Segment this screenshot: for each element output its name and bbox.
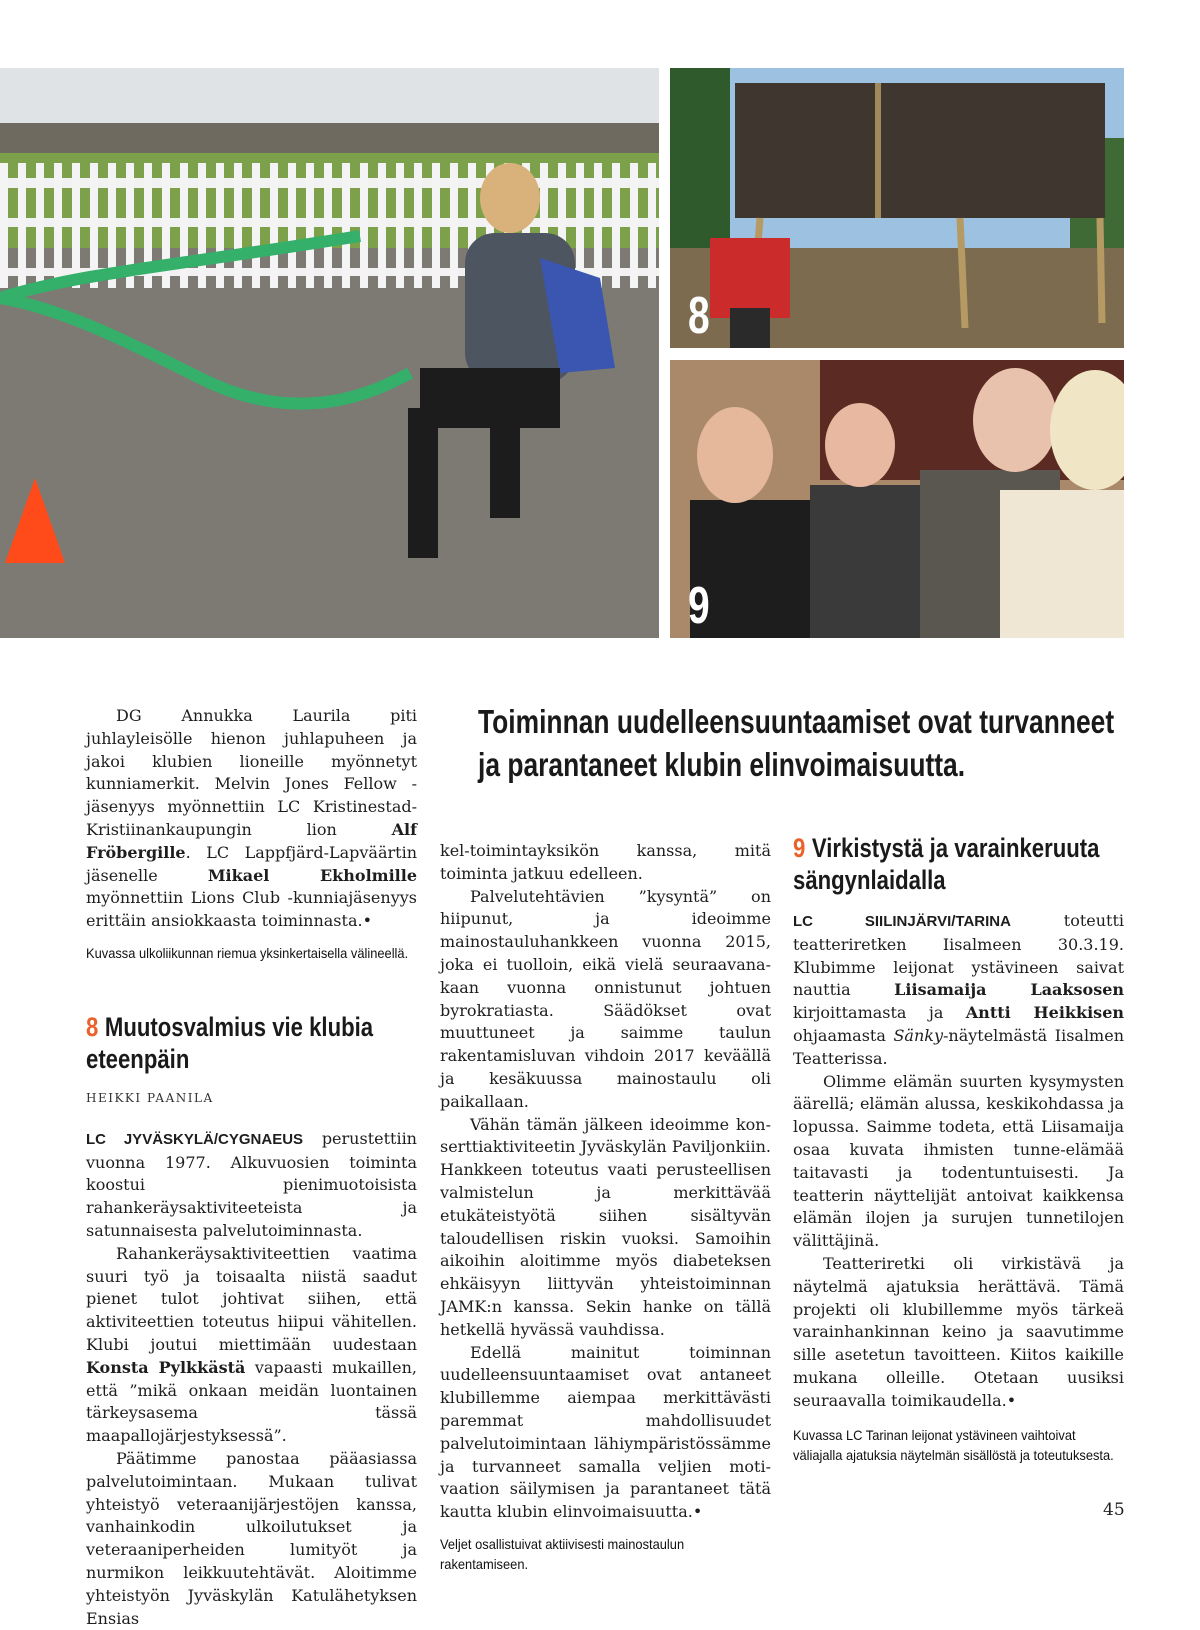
byline: HEIKKI PAANILA: [86, 1090, 214, 1105]
section-8-paragraph: LC JYVÄSKYLÄ/CYGNAEUS perustettiin vuonna 1977. Alkuvuosien toiminta koostui pienimuotoisista rahankeräysaktiviteeteista ja satunnaisesta palvelutoiminnasta.: [86, 1128, 417, 1240]
section-8-paragraph: Rahankeräysaktiviteettien vaatima suuri työ ja toisaalta niistä saadut pienet tulot johtivat siihen, että aktiviteettien toteutus hiipui vähitellen. Klubi joutui miettimään uudestaan Konsta Pylkkästä vapaasti mukaillen, että ”mikä onkaan meidän luontainen tärkeysasema tässä maapallojärjestyksessä”.: [86, 1243, 418, 1446]
section-title: Virkistystä ja varainkeruuta sängynlaidalla: [793, 833, 1100, 895]
club-name: LC JYVÄSKYLÄ/CYGNAEUS: [86, 1130, 304, 1148]
section-8-heading: [86, 1011, 430, 1075]
person-name: Konsta Pylkkästä: [86, 1357, 246, 1377]
section-8-paragraph: Päätimme panostaa pääasiassa palvelutoimintaan. Mukaan tulivat yhteistyö veteraanijärjestöjen kanssa, vanhainkodin ulkoilutukset ja veteraaniperheiden lumityöt ja nurmikon leikkuutehtävät. Aloitimme yhteistyön Jyväskylän Katulähetyksen Ensias: [86, 1448, 417, 1628]
section-8-paragraph: Palvelutehtävien ”kysyntä” on hiipunut, ja ideoimme mainostauluhankkeen vuonna 2015, joka ei tuolloin, eikä vielä seuraavanakaan vuonna onnistunut johtuen byrokratiasta. Säädökset ovat muuttuneet ja saimme taulun rakentamisluvan vihdoin 2017 keväällä ja kesäkuussa mainostaulu oli paikallaan.: [440, 886, 771, 1111]
section-8-paragraph: Edellä mainitut toiminnan uudelleensuuntaamiset ovat antaneet klubillemme aiempaa merkittävästi paremmat mahdollisuudet palvelutoimintaan lähiympäristössämme ja turvanneet samalla veljien motivaation säilymisen ja parantaneet tätä kautta klubin elinvoimaisuutta.•: [440, 1342, 771, 1522]
section-9-paragraph: Olimme elämän suurten kysymysten äärellä; elämän alussa, keskikohdassa ja lopussa. Saimme todeta, että Liisamaija osaa kuvata ihmisten tunne-elämää taitavasti ja todentuntuisesti. Ja teatterin näyttelijät antoivat kaikkensa elämän ilojen ja surujen tunnetilojen välittäjinä.: [793, 1071, 1124, 1251]
pull-quote: [478, 700, 1115, 786]
photo-number-9: 9: [688, 577, 709, 635]
column-1: [86, 705, 417, 1630]
club-name: LC SIILINJÄRVI/TARINA: [793, 913, 1011, 930]
pull-quote-line-1: Toiminnan uudelleensuuntaamiset ovat turvanneet: [478, 703, 1115, 740]
section-8-paragraph: Vähän tämän jälkeen ideoimme konserttiaktiviteetin Jyväskylän Paviljonkiin. Hankkeen toteutus vaati perusteellisen valmistelun ja merkittävää etukäteistyötä siihen sisältyvän taloudellisen riskin vuoksi. Samoihin aikoihin aloitimme myös diabeteksen ehkäisyyn liittyvän yhteistoiminnan JAMK:n kanssa. Sekin hanke on tällä hetkellä hyvässä vauhdissa.: [440, 1114, 771, 1339]
caption-theatre-photo: Kuvassa LC Tarinan leijonat ystävineen vaihtoivat väliajalla ajatuksia näytelmän sisällöstä ja toteutuksesta.: [793, 1426, 1114, 1463]
section-9-paragraph: Teatteriretki oli virkistävä ja näytelmä ajatuksia herättävä. Tämä projekti oli klubillemme myös tärkeä varainhankinnan keino ja saavutimme sille asetetun tavoitteen. Kiitos kaikille mukana olleille. Otetaan uusiksi seuraavalla toimikaudella.•: [793, 1253, 1124, 1410]
page-number: 45: [1103, 1500, 1125, 1520]
column-2: [440, 840, 771, 1574]
section-title: Muutosvalmius vie klubia eteenpäin: [86, 1011, 374, 1074]
pull-quote-line-2: ja parantaneet klubin elinvoimaisuutta.: [478, 746, 966, 783]
honoree-name: Mikael Ekholmille: [207, 865, 417, 885]
person-name: Antti Heikkisen: [965, 1003, 1124, 1023]
section-number: 8: [86, 1011, 99, 1042]
photo-outdoor-exercise: [0, 68, 659, 638]
photo-billboard-construction: [670, 68, 1124, 348]
caption-billboard-photo: Veljet osallistuivat aktiivisesti mainostaulun rakentamiseen.: [440, 1535, 685, 1572]
photo-number-8: 8: [688, 287, 709, 345]
photo-theatre-friends: [670, 360, 1124, 638]
end-mark: •: [1006, 1390, 1017, 1410]
person-name: Liisamaija Laaksosen: [894, 980, 1125, 1000]
section-8-paragraph: kel-toimintayksikön kanssa, mitä toiminta jatkuu edelleen.: [440, 841, 771, 883]
section-9-paragraph: LC SIILINJÄRVI/TARINA toteutti teatteriretken Iisalmeen 30.3.19. Klubimme leijonat ystävineen saivat nauttia Liisamaija Laaksosen kirjoittamasta ja Antti Heikkisen ohjaamasta Sänky-näytelmästä Iisalmen Teatterissa.: [793, 911, 1125, 1068]
caption-main-photo: Kuvassa ulkoliikunnan riemua yksinkertaisella välineellä.: [86, 944, 409, 961]
column-3: [793, 832, 1124, 1465]
end-mark: •: [692, 1502, 703, 1522]
section-9-heading: [793, 832, 1137, 896]
intro-paragraph: DG Annukka Laurila piti juhlayleisölle hienon juhlapuheen ja jakoi klubien lioneille myönnetyt kunniamerkit. Melvin Jones Fellow -jäsenyys myönnettiin LC Kristinestad-Kristiinankaupungin lion Alf Fröbergille. LC Lappfjärd-Lapväärtin jäsenelle Mikael Ekholmille myönnettiin Lions Club -kunniajäsenyys erittäin ansiokkaasta toiminnasta.•: [86, 706, 417, 931]
honoree-name: Alf Fröbergille: [86, 819, 417, 862]
section-number: 9: [793, 833, 806, 863]
end-mark: •: [362, 911, 372, 931]
play-title: Sänky: [893, 1025, 943, 1045]
